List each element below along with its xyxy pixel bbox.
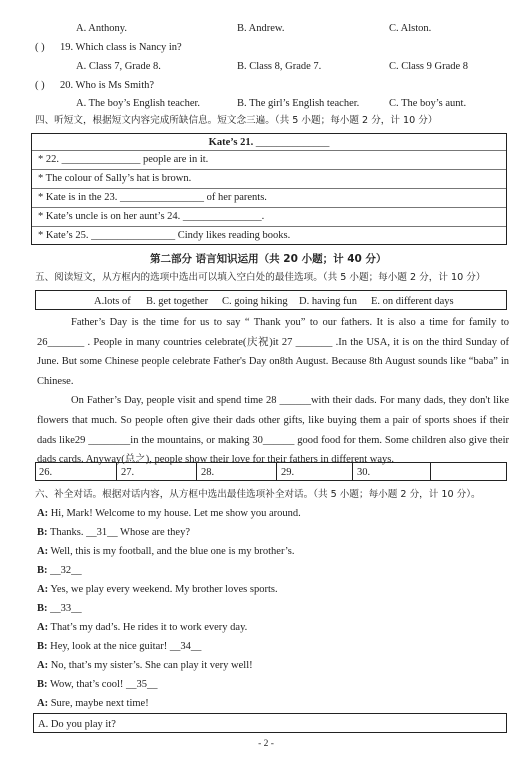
q18-option-c: C. Alston. [389,23,432,34]
section4-table [31,133,507,245]
table-row: * 22. _______________ people are in it. [38,154,209,165]
page-number: - 2 - [258,739,274,749]
table-row: * Kate is in the 23. ________________ of her parents. [38,192,267,203]
section4-table-title: Kate’s 21. ______________ [208,137,330,148]
passage-paragraph-1: Father’s Day is the time for us to say “ Thank you” to our fathers. It is also a time for family to 26_______ . People in many countries celebrate(庆祝)it 27 _______ .In the USA, it is on the third Sunday of June. But some Chinese people celebrate Father's Day on8th August. Because 8th August sounds like “baba” in Chinese. [37,317,509,387]
dialog-line: B: Wow, that’s cool! __35__ [37,679,158,690]
q20-option-c: C. The boy’s aunt. [389,98,467,109]
dialog-line: A: Hi, Mark! Welcome to my house. Let me show you around. [37,508,301,519]
section5-option-box [35,290,507,310]
option-item: A.lots of [94,296,131,307]
q20-question: 20. Who is Ms Smith? [60,80,155,91]
option-item: C. going hiking [222,296,288,307]
q19-option-a: A. Class 7, Grade 8. [76,61,161,72]
section5-heading: 五、阅读短文，从方框内的选项中选出可以填入空白处的最佳选项。（共 5 小题；每小题 2 分，计 10 分） [35,272,486,283]
answer-cell-27: 27. [121,467,135,478]
dialog-line: A: Yes, we play every weekend. My brother loves sports. [37,584,278,595]
q19-option-b: B. Class 8, Grade 7. [237,61,322,72]
q20-option-b: B. The girl’s English teacher. [237,98,360,109]
dialog-line: B: __32__ [37,565,82,576]
option-item: D. having fun [299,296,358,307]
answer-cell-30: 30. [357,467,371,478]
section6-option-box [33,713,507,733]
answer-cell-28: 28. [201,467,215,478]
q18-option-b: B. Andrew. [237,23,285,34]
part2-title: 第二部分 语言知识运用（共 20 小题；计 40 分） [150,253,387,265]
option-item: A. Do you play it? [38,719,116,730]
section6-heading: 六、补全对话。根据对话内容，从方框中选出最佳选项补全对话。（共 5 小题；每小题 2 分，计 10 分）。 [35,489,481,500]
option-item: E. on different days [371,296,454,307]
q18-option-a: A. Anthony. [76,23,127,34]
answer-cell-29: 29. [281,467,295,478]
dialog-line: A: That’s my dad’s. He rides it to work every day. [37,622,248,633]
answer-cell-26: 26. [39,467,53,478]
dialog-line: A: No, that’s my sister’s. She can play it very well! [37,660,253,671]
dialog-line: B: __33__ [37,603,82,614]
q20-paren: ( ) [35,80,45,91]
table-row: * Kate’s 25. ________________ Cindy likes reading books. [38,230,291,241]
dialog-line: B: Hey, look at the nice guitar! __34__ [37,641,202,652]
dialog-line: B: Thanks. __31__ Whose are they? [37,527,190,538]
q19-paren: ( ) [35,42,45,53]
passage-paragraph-2: On Father’s Day, people visit and spend time 28 ______with their dads. For many dads, they don't like flowers that much. So people often give their dads other gifts, like buying them a pair of sports shoes if their dads like29 ________in the mountains, or making 30______ good food for them. Some children also give their dads cards. Anyway(总之), people show their love for their fathers in different ways. [37,395,509,466]
passage [37,313,509,470]
q20-option-a: A. The boy’s English teacher. [76,98,201,109]
q19-question: 19. Which class is Nancy in? [60,42,182,53]
table-row: * Kate’s uncle is on her aunt’s 24. _______________. [38,211,265,222]
q19-option-c: C. Class 9 Grade 8 [389,61,469,72]
answer-table [35,462,507,481]
dialog-line: A: Sure, maybe next time! [37,698,149,709]
table-row: * The colour of Sally’s hat is brown. [38,173,192,184]
option-item: B. get together [146,296,209,307]
section4-heading: 四、听短文，根据短文内容完成所缺信息。短文念三遍。（共 5 小题；每小题 2 分，计 10 分） [35,115,438,126]
dialog-line: A: Well, this is my football, and the blue one is my brother’s. [37,546,295,557]
